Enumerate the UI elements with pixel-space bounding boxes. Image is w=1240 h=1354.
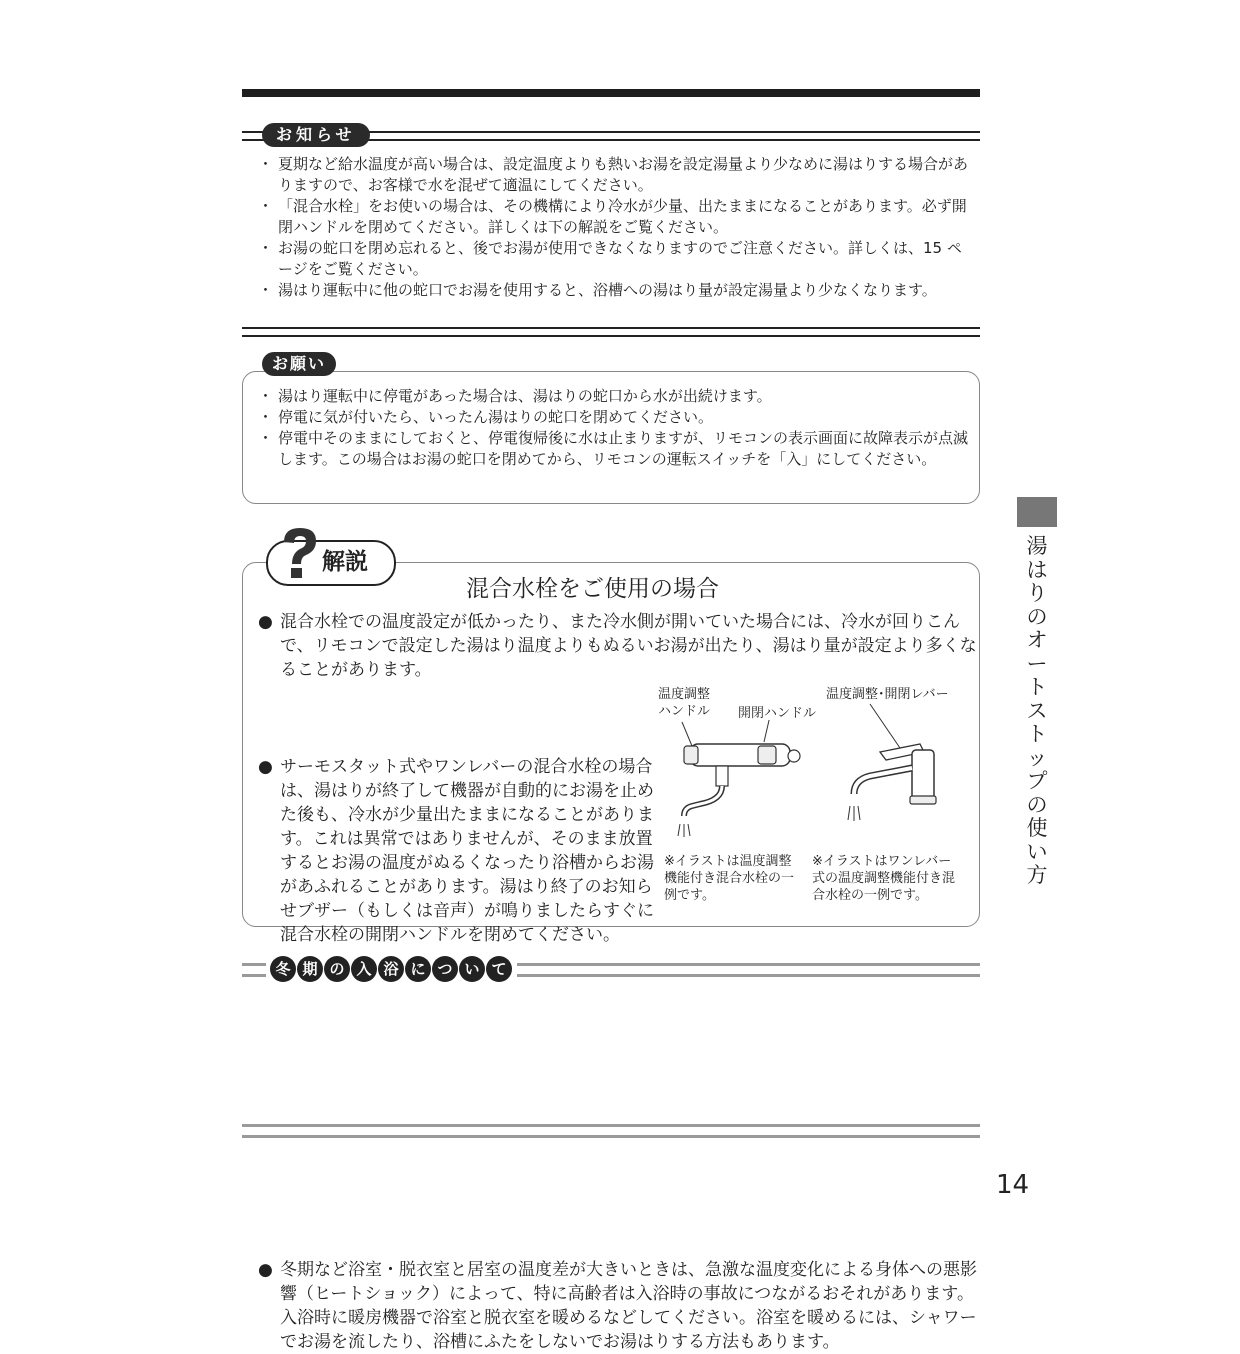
explanation-title: 混合水栓をご使用の場合: [466, 576, 719, 602]
explanation-badge-label: 解説: [322, 549, 368, 575]
label-temp-handle: 温度調整ハンドル: [658, 687, 711, 719]
winter-title-char: い: [459, 956, 485, 982]
notice-title: お知らせ: [262, 123, 370, 147]
request-title: お願い: [262, 352, 336, 376]
winter-title-char: 入: [351, 956, 377, 982]
side-tab-marker: [1017, 497, 1057, 527]
winter-title-char: つ: [432, 956, 458, 982]
winter-title-char: に: [405, 956, 431, 982]
notice-item: ・ お湯の蛇口を閉め忘れると、後でお湯が使用できなくなりますのでご注意ください。詳しくは、15 ページをご覧ください。: [258, 238, 968, 280]
explanation-bullet-2: ● サーモスタット式やワンレバーの混合水栓の場合は、湯はりが終了して機器が自動的にお湯を止めた後も、冷水が少量出たままになることがあります。これは異常ではありませんが、そのまま放置するとお湯の温度がぬるくなったり浴槽からお湯があふれることがあります。湯はり終了のお知らせブザー（もしくは音声）が鳴りましたらすぐに混合水栓の開閉ハンドルを閉めてください。: [258, 755, 664, 947]
winter-title-char: の: [324, 956, 350, 982]
side-tab-label: 湯はりのオートストップの使い方: [1026, 534, 1048, 887]
winter-text: ● 冬期など浴室・脱衣室と居室の温度差が大きいときは、急激な温度変化による身体への悪影響（ヒートショック）によって、特に高齢者は入浴時の事故につながるおそれがあります。入浴時に暖房機器で浴室と脱衣室を暖めるなどしてください。浴室を暖めるには、シャワーでお湯を流したり、浴槽にふたをしないでお湯はりする方法もあります。: [258, 1258, 988, 1354]
winter-title: [266, 956, 517, 984]
top-rule: [242, 89, 980, 97]
winter-title-char: 期: [297, 956, 323, 982]
caption-fig2: ※イラストはワンレバー式の温度調整機能付き混合水栓の一例です。: [812, 854, 956, 903]
faucet-single-lever-illustration: [840, 702, 950, 842]
notice-item: ・ 「混合水栓」をお使いの場合は、その機構により冷水が少量、出たままになることがあります。必ず開閉ハンドルを閉めてください。詳しくは下の解説をご覧ください。: [258, 196, 968, 238]
notice-item: ・ 夏期など給水温度が高い場合は、設定温度よりも熱いお湯を設定湯量より少なめに湯はりする場合がありますので、お客様で水を混ぜて適温にしてください。: [258, 154, 968, 196]
caption-fig1: ※イラストは温度調整機能付き混合水栓の一例です。: [664, 854, 795, 903]
request-list: [258, 386, 968, 470]
request-item: ・ 湯はり運転中に停電があった場合は、湯はりの蛇口から水が出続けます。: [258, 386, 968, 407]
winter-title-char: 冬: [270, 956, 296, 982]
notice-bottom-rule: [242, 327, 980, 337]
question-icon: [276, 524, 322, 580]
label-lever: 温度調整･開閉レバー: [826, 687, 949, 702]
request-item: ・ 停電中そのままにしておくと、停電復帰後に水は止まりますが、リモコンの表示画面に故障表示が点滅します。この場合はお湯の蛇口を閉めてから、リモコンの運転スイッチを「入」にしてください。: [258, 428, 968, 470]
request-item: ・ 停電に気が付いたら、いったん湯はりの蛇口を閉めてください。: [258, 407, 968, 428]
explanation-bullet-1: ● 混合水栓での温度設定が低かったり、また冷水側が開いていた場合には、冷水が回りこんで、リモコンで設定した湯はり温度よりもぬるいお湯が出たり、湯はり量が設定より多くなることがあります。: [258, 610, 986, 682]
page-number: 14: [996, 1170, 1030, 1200]
winter-bottom-rule: [242, 1124, 980, 1138]
notice-item: ・ 湯はり運転中に他の蛇口でお湯を使用すると、浴槽への湯はり量が設定湯量より少なくなります。: [258, 280, 968, 301]
winter-title-char: 浴: [378, 956, 404, 982]
notice-list: [258, 154, 968, 301]
winter-title-char: て: [486, 956, 512, 982]
faucet-thermostat-illustration: [660, 720, 810, 840]
label-open-handle: 開閉ハンドル: [738, 706, 817, 721]
